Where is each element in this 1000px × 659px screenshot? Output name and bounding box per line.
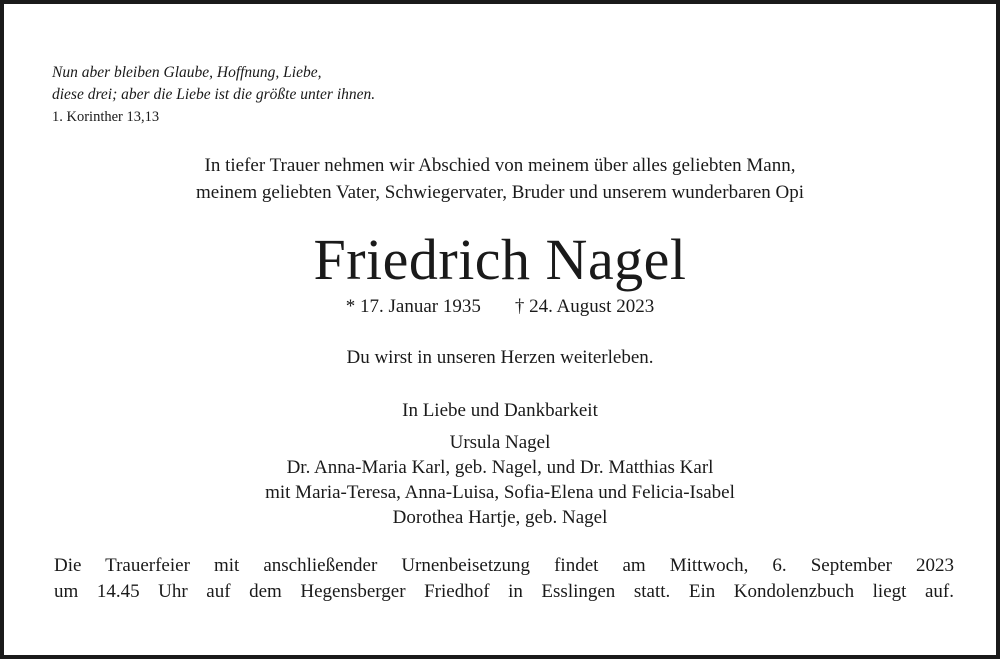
mourners-list xyxy=(4,430,996,530)
motto: Du wirst in unseren Herzen weiterleben. xyxy=(346,347,654,368)
service-line-1: Die Trauerfeier mit anschließender Urnenbeisetzung findet am Mittwoch, 6. September 2023 xyxy=(54,555,954,576)
quote-line-2: diese drei; aber die Liebe ist die größte unter ihnen. xyxy=(52,86,376,103)
life-dates xyxy=(4,294,996,320)
bible-quote xyxy=(52,62,375,128)
mourner-line: Ursula Nagel xyxy=(449,432,551,453)
mourner-line: mit Maria-Teresa, Anna-Luisa, Sofia-Elena und Felicia-Isabel xyxy=(265,482,735,503)
quote-line-1: Nun aber bleiben Glaube, Hoffnung, Liebe, xyxy=(52,64,322,81)
quote-reference: 1. Korinther 13,13 xyxy=(52,109,160,125)
death-date: † 24. August 2023 xyxy=(514,296,655,317)
birth-date: * 17. Januar 1935 xyxy=(345,296,481,317)
deceased-name: Friedrich Nagel xyxy=(313,227,687,292)
mourner-line: Dr. Anna-Maria Karl, geb. Nagel, und Dr. Matthias Karl xyxy=(286,457,714,478)
intro-line-2: meinem geliebten Vater, Schwiegervater, Bruder und unserem wunderbaren Opi xyxy=(195,182,805,203)
intro-line-1: In tiefer Trauer nehmen wir Abschied von meinem über alles geliebten Mann, xyxy=(204,155,796,176)
intro-text xyxy=(4,152,996,206)
service-line-2: um 14.45 Uhr auf dem Hegensberger Friedhof in Esslingen statt. Ein Kondolenzbuch liegt auf. xyxy=(54,581,954,602)
funeral-service-info xyxy=(54,553,954,605)
mourner-line: Dorothea Hartje, geb. Nagel xyxy=(392,507,608,528)
closing-phrase: In Liebe und Dankbarkeit xyxy=(402,400,598,421)
